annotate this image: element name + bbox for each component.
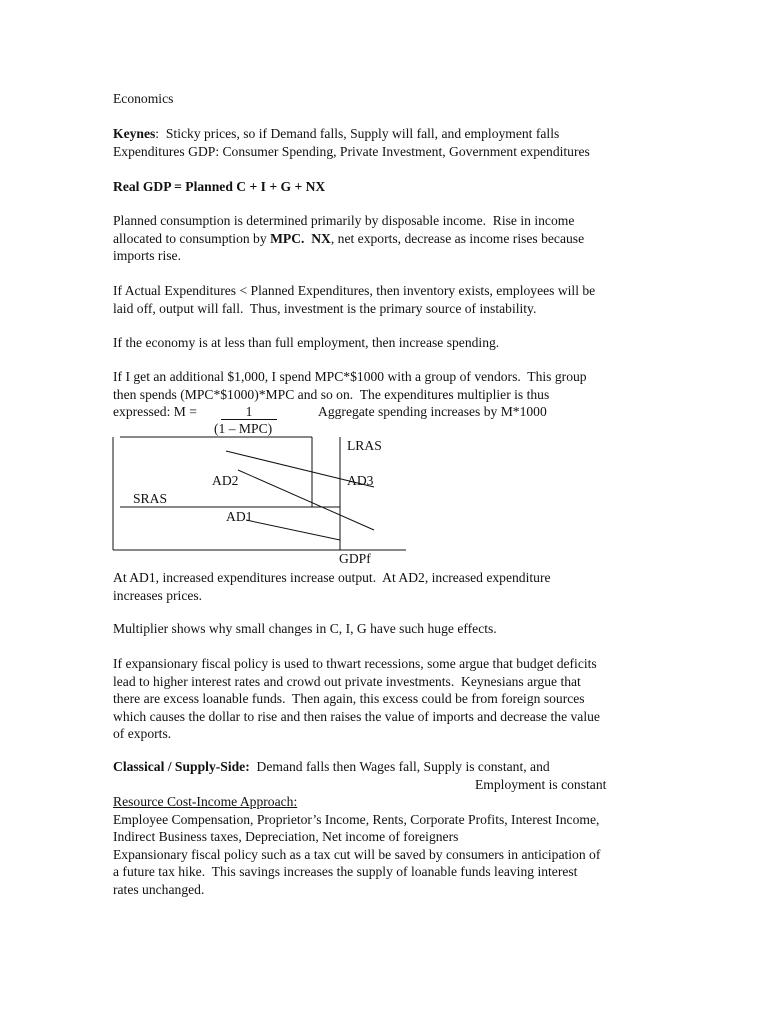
ad-effects-line-2: increases prices.	[113, 587, 203, 603]
multiplier-denominator: (1 – MPC)	[214, 421, 273, 436]
heading-text: Economics	[113, 91, 174, 106]
nx-term: NX	[311, 230, 331, 246]
consumption-line-2-pre: allocated to consumption by	[113, 230, 271, 246]
multiplier-line-2: then spends (MPC*$1000)*MPC and so on. The expenditures multiplier is thus	[113, 386, 550, 402]
actual-exp-line-1: If Actual Expenditures < Planned Expenditures, then inventory exists, employees will be	[113, 283, 596, 298]
fiscal-line-4: which causes the dollar to rise and then raises the value of imports and decrease the value	[113, 708, 600, 724]
multiplier-expressed: expressed: M =	[113, 404, 197, 419]
fiscal-paragraph	[113, 655, 658, 743]
classical-label: Classical / Supply-Side:	[113, 759, 250, 774]
consumption-line-2-post: , net exports, decrease as income rises because	[330, 230, 585, 246]
ad2-label: AD2	[212, 473, 239, 488]
multiplier-line-1: If I get an additional $1,000, I spend MPC*$1000 with a group of vendors. This group	[113, 369, 587, 384]
resource-line-1: Employee Compensation, Proprietor’s Income, Rents, Corporate Profits, Interest Income,	[113, 811, 600, 827]
keynes-line-1: : Sticky prices, so if Demand falls, Supply will fall, and employment falls	[155, 126, 560, 141]
keynes-line-2: Expenditures GDP: Consumer Spending, Private Investment, Government expenditures	[113, 143, 590, 159]
tax-cut-line-2: a future tax hike. This savings increases the supply of loanable funds leaving interest	[113, 864, 578, 879]
classical-paragraph	[113, 758, 658, 898]
mpc-term: MPC.	[270, 230, 305, 246]
keynes-label: Keynes	[113, 126, 156, 141]
fiscal-line-2: lead to higher interest rates and crowd out private investments. Keynesians argue that	[113, 673, 581, 689]
ad-effects-paragraph	[113, 569, 658, 604]
fiscal-line-1: If expansionary fiscal policy is used to thwart recessions, some argue that budget deficits	[113, 656, 597, 671]
gdpf-label: GDPf	[339, 551, 371, 566]
fiscal-line-3: there are excess loanable funds. Then again, this excess could be from foreign sources	[113, 691, 585, 706]
tax-cut-line-1: Expansionary fiscal policy such as a tax cut will be saved by consumers in anticipation of	[113, 846, 601, 862]
classical-line-1: Demand falls then Wages fall, Supply is constant, and	[249, 759, 550, 774]
classical-line-2: Employment is constant	[475, 776, 607, 792]
full-employment-text: If the economy is at less than full employment, then increase spending.	[113, 335, 500, 350]
multiplier-effect-paragraph	[113, 620, 658, 638]
resource-line-2: Indirect Business taxes, Depreciation, Net income of foreigners	[113, 829, 459, 844]
sras-label: SRAS	[133, 491, 168, 506]
aggregate-spending-text: Aggregate spending increases by M*1000	[318, 404, 547, 419]
multiplier-numerator: 1	[221, 404, 277, 420]
real-gdp-text: Real GDP = Planned C + I + G + NX	[113, 179, 326, 194]
ad1-curve	[246, 520, 340, 540]
tax-cut-line-3: rates unchanged.	[113, 881, 205, 897]
multiplier-effect-text: Multiplier shows why small changes in C, I, G have such huge effects.	[113, 621, 497, 636]
fiscal-line-5: of exports.	[113, 726, 172, 741]
actual-exp-line-2: laid off, output will fall. Thus, investment is the primary source of instability.	[113, 300, 537, 316]
consumption-line-3: imports rise.	[113, 248, 181, 263]
ad3-label: AD3	[347, 473, 374, 488]
resource-title: Resource Cost-Income Approach:	[113, 794, 298, 809]
consumption-line-1: Planned consumption is determined primarily by disposable income. Rise in income	[113, 213, 575, 228]
ad1-label: AD1	[226, 509, 253, 524]
lras-label: LRAS	[347, 438, 382, 453]
ad-effects-line-1: At AD1, increased expenditures increase output. At AD2, increased expenditure	[113, 570, 551, 585]
